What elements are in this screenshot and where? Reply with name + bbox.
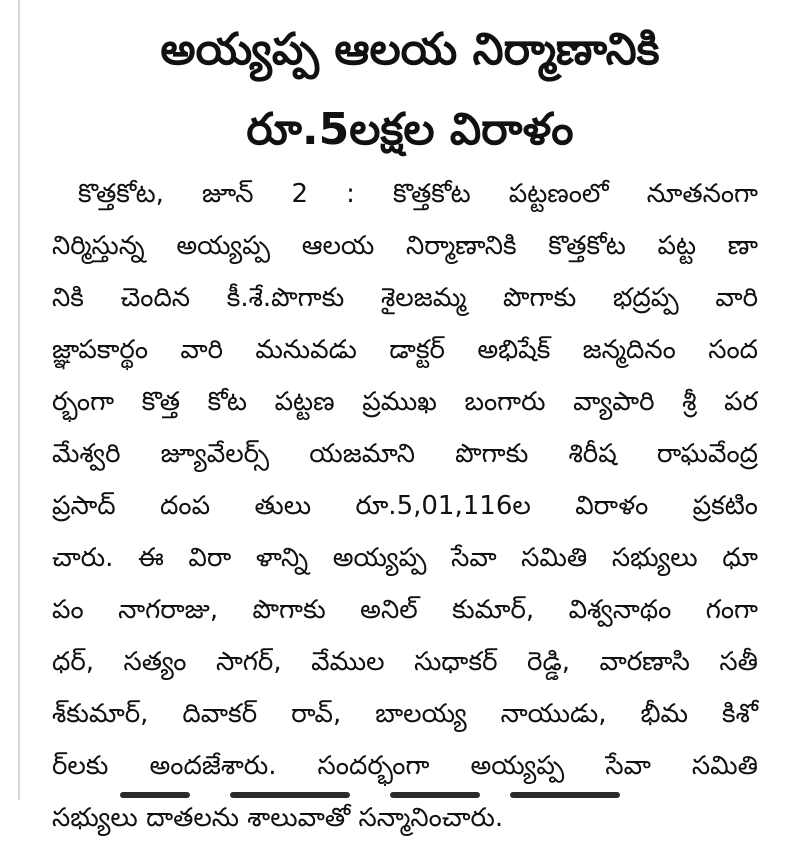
body-line: సభ్యులు దాతలను శాలువాతో సన్మానించారు. bbox=[52, 803, 504, 833]
article-body bbox=[52, 168, 758, 844]
headline-line-2: రూ.5లక్షల విరాళం bbox=[246, 104, 574, 155]
body-line: నికి చెందిన కీ.శే.పొగాకు శైలజమ్మ పొగాకు భద్రప్ప వారి bbox=[52, 283, 758, 313]
body-line: జ్ఞాపకార్థం వారి మనువడు డాక్టర్ అభిషేక్ జన్మదినం సంద bbox=[52, 335, 758, 365]
column-divider bbox=[18, 0, 20, 800]
body-line: కొత్తకోట, జూన్ 2 : కొత్తకోట పట్టణంలో నూతనంగా bbox=[78, 179, 758, 209]
body-line: పం నాగరాజు, పొగాకు అనిల్ కుమార్, విశ్వనాథం గంగా bbox=[52, 595, 758, 625]
body-line: ప్రసాద్ దంప తులు రూ.5,01,116ల విరాళం ప్రకటిం bbox=[52, 491, 758, 521]
body-line: నిర్మిస్తున్న అయ్యప్ప ఆలయ నిర్మాణానికి కొత్తకోట పట్ట ణా bbox=[52, 231, 758, 261]
headline-line-1: అయ్యప్ప ఆలయ నిర్మాణానికి bbox=[160, 24, 660, 75]
body-line: ర్భంగా కొత్త కోట పట్టణ ప్రముఖ బంగారు వ్యాపారి శ్రీ పర bbox=[52, 387, 758, 417]
body-line: చారు. ఈ విరా ళాన్ని అయ్యప్ప సేవా సమితి సభ్యులు ధూ bbox=[52, 543, 758, 573]
body-line: శ్‌కుమార్, దివాకర్ రావ్, బాలయ్య నాయుడు, భీమ కిశో bbox=[52, 699, 758, 729]
body-line: ర్‌లకు అందజేశారు. సందర్భంగా అయ్యప్ప సేవా సమితి bbox=[52, 751, 758, 781]
body-line: ధర్, సత్యం సాగర్, వేముల సుధాకర్ రెడ్డి, వారణాసి సతీ bbox=[52, 647, 758, 677]
body-line: మేశ్వరి జ్యూవేలర్స్ యజమాని పొగాకు శిరీష రాఘవేంద్ర bbox=[52, 439, 758, 469]
cropped-next-headline bbox=[120, 782, 640, 800]
